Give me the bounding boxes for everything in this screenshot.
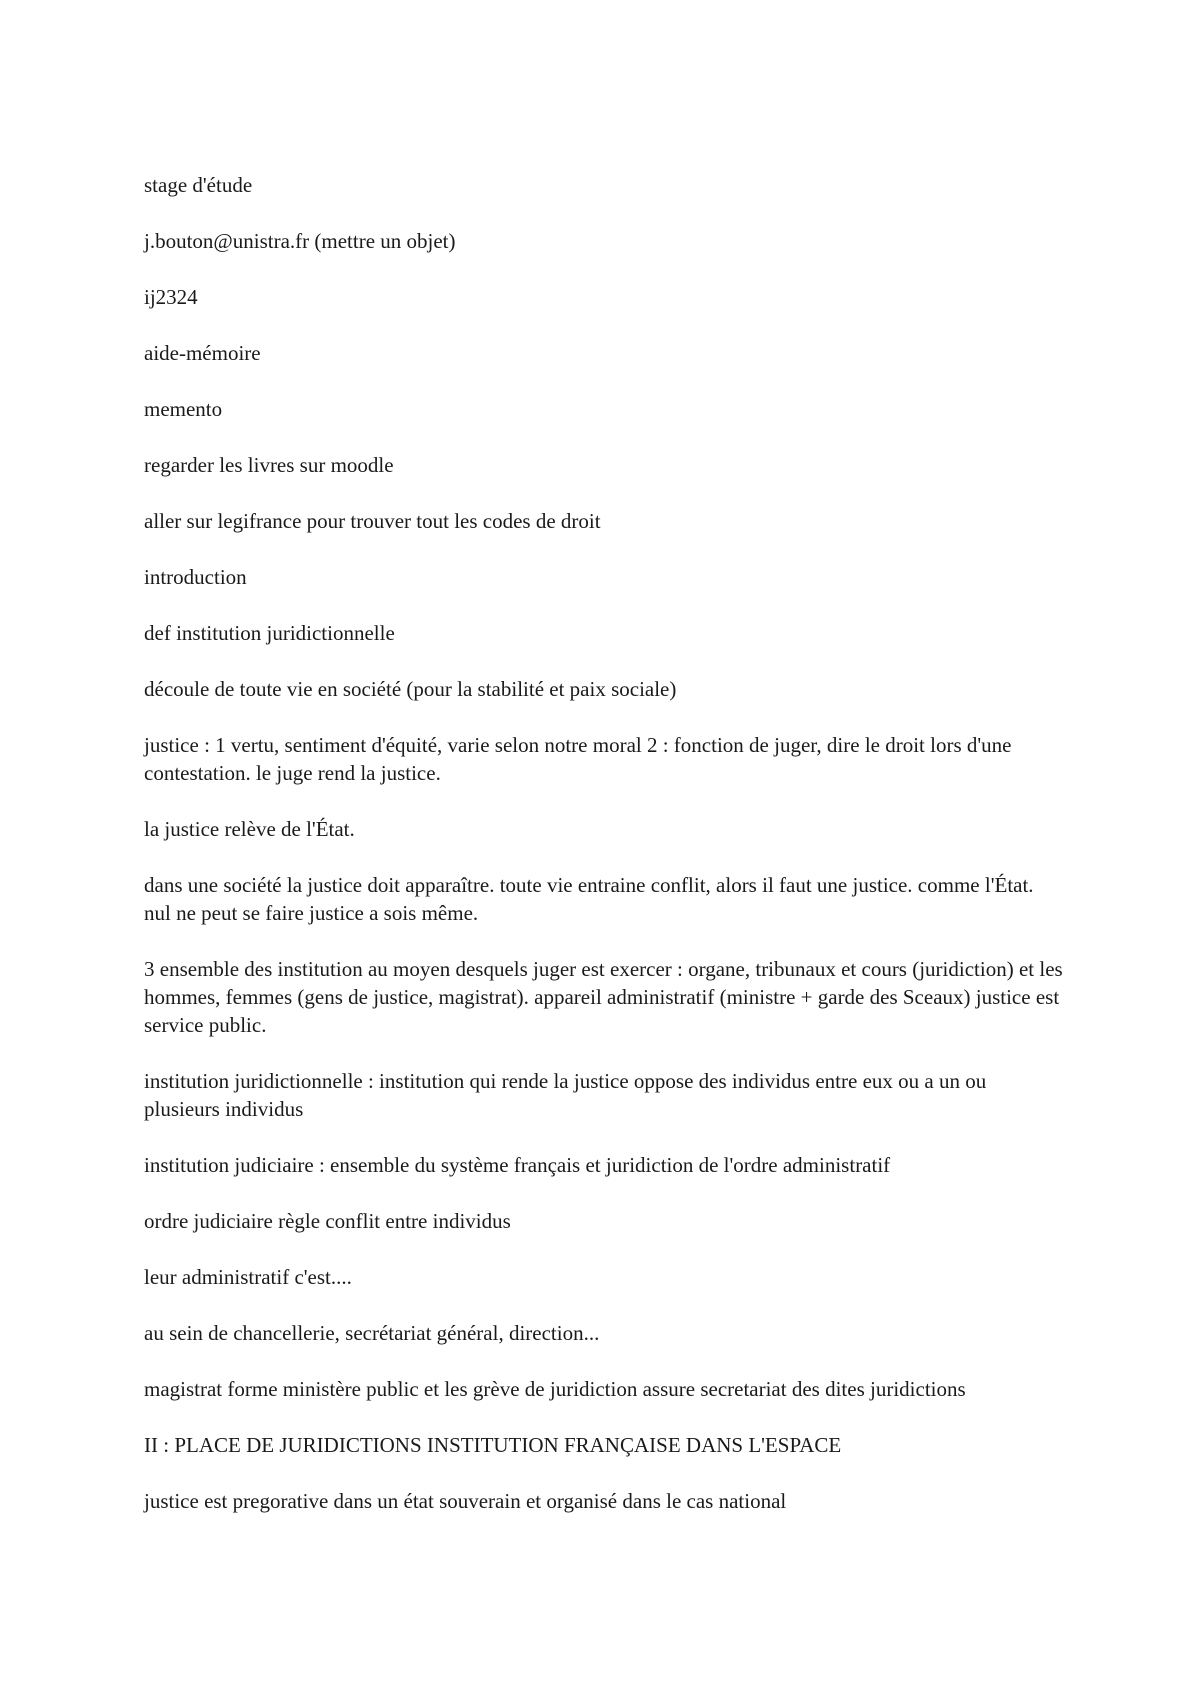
paragraph: j.bouton@unistra.fr (mettre un objet) <box>144 229 456 253</box>
paragraph: découle de toute vie en société (pour la stabilité et paix sociale) <box>144 677 677 701</box>
paragraph: leur administratif c'est.... <box>144 1265 352 1289</box>
paragraph: la justice relève de l'État. <box>144 817 355 841</box>
paragraph: introduction <box>144 565 247 589</box>
paragraph: ij2324 <box>144 285 198 309</box>
paragraph: stage d'étude <box>144 173 253 197</box>
paragraph: ordre judiciaire règle conflit entre individus <box>144 1209 511 1233</box>
paragraph: aller sur legifrance pour trouver tout les codes de droit <box>144 509 601 533</box>
paragraph: au sein de chancellerie, secrétariat général, direction... <box>144 1321 600 1345</box>
paragraph: memento <box>144 397 223 421</box>
paragraph: justice est pregorative dans un état souverain et organisé dans le cas national <box>144 1489 787 1513</box>
paragraph: institution juridictionnelle : institution qui rende la justice oppose des individus entre eux ou a un ou plusieurs individus <box>144 1069 987 1121</box>
paragraph: institution judiciaire : ensemble du système français et juridiction de l'ordre administratif <box>144 1153 891 1177</box>
paragraph: 3 ensemble des institution au moyen desquels juger est exercer : organe, tribunaux et cours (juridiction) et les hommes, femmes (gens de justice, magistrat). appareil administratif (ministre + garde des Sceaux) justice est service public. <box>144 957 1063 1037</box>
paragraph: def institution juridictionnelle <box>144 621 395 645</box>
paragraph: dans une société la justice doit apparaître. toute vie entraine conflit, alors il faut une justice. comme l'État. nul ne peut se faire justice a sois même. <box>144 873 1034 925</box>
document-body <box>144 171 1064 1543</box>
section-heading: II : PLACE DE JURIDICTIONS INSTITUTION FRANÇAISE DANS L'ESPACE <box>144 1433 842 1457</box>
paragraph: aide-mémoire <box>144 341 261 365</box>
paragraph: regarder les livres sur moodle <box>144 453 394 477</box>
paragraph: magistrat forme ministère public et les grève de juridiction assure secretariat des dites juridictions <box>144 1377 966 1401</box>
paragraph: justice : 1 vertu, sentiment d'équité, varie selon notre moral 2 : fonction de juger, dire le droit lors d'une contestation. le juge rend la justice. <box>144 733 1012 785</box>
